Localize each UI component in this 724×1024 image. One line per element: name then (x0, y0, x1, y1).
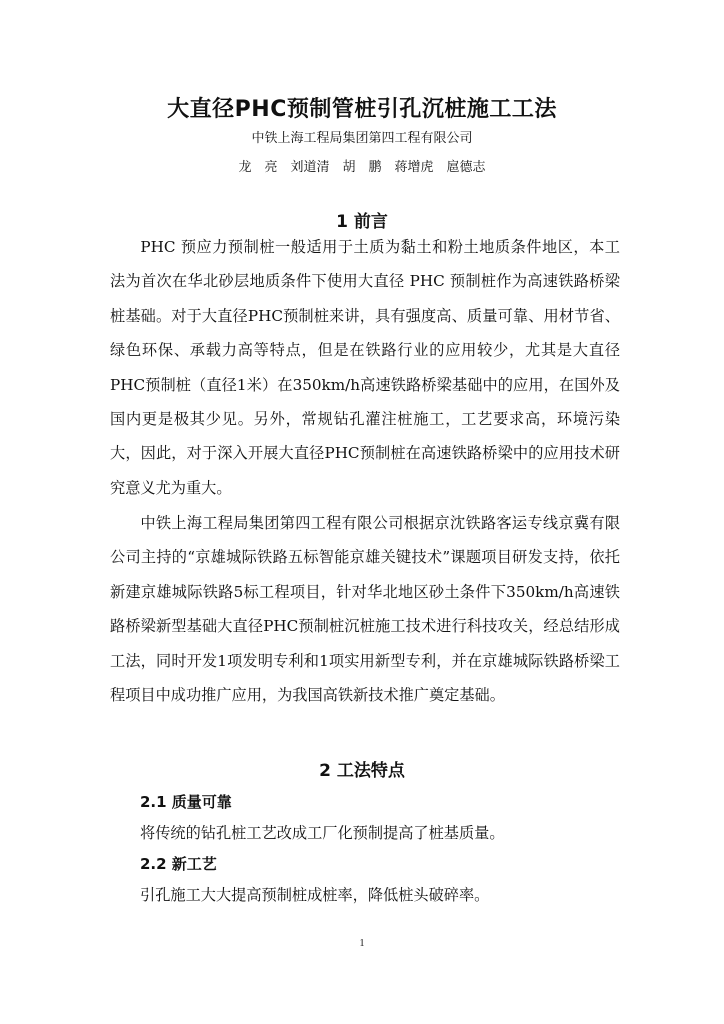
section-heading-features: 2 工法特点 (319, 761, 405, 781)
paragraph: PHC 预应力预制桩一般适用于土质为黏土和粉土地质条件地区，本工法为首次在华北砂层地质条件下使用大直径 PHC 预制桩作为高速铁路桥梁桩基础。对于大直径PHC预制桩来讲，具有强度高、质量可靠、用材节省、绿色环保、承载力高等特点，但是在铁路行业的应用较少，尤其是大直径PHC预制桩（直径1米）在350km/h高速铁路桥梁基础中的应用，在国外及国内更是极其少见。另外，常规钻孔灌注桩施工，工艺要求高，环境污染大，因此，对于深入开展大直径PHC预制桩在高速铁路桥梁中的应用技术研究意义尤为重大。 (110, 238, 620, 497)
subsection-text: 将传统的钻孔桩工艺改成工厂化预制提高了桩基质量。 (140, 824, 505, 842)
subsection-heading-new-process: 2.2 新工艺 (140, 855, 217, 873)
organization: 中铁上海工程局集团第四工程有限公司 (251, 131, 473, 146)
subsection-text: 引孔施工大大提高预制桩成桩率，降低桩头破碎率。 (140, 886, 490, 904)
document-title: 大直径PHC预制管桩引孔沉桩施工工法 (167, 97, 557, 122)
paragraph: 中铁上海工程局集团第四工程有限公司根据京沈铁路客运专线京冀有限公司主持的“京雄城际铁路五标智能京雄关键技术”课题项目研发支持，依托新建京雄城际铁路5标工程项目，针对华北地区砂土条件下350km/h高速铁路桥梁新型基础大直径PHC预制桩沉桩施工技术进行科技攻关，经总结形成工法，同时开发1项发明专利和1项实用新型专利，并在京雄城际铁路桥梁工程项目中成功推广应用，为我国高铁新技术推广奠定基础。 (110, 514, 620, 705)
authors: 龙 亮 刘道清 胡 鹏 蒋增虎 扈德志 (238, 160, 486, 175)
subsection-heading-quality: 2.1 质量可靠 (140, 793, 232, 811)
section-heading-preface: 1 前言 (336, 212, 388, 232)
page-number: 1 (359, 938, 365, 949)
